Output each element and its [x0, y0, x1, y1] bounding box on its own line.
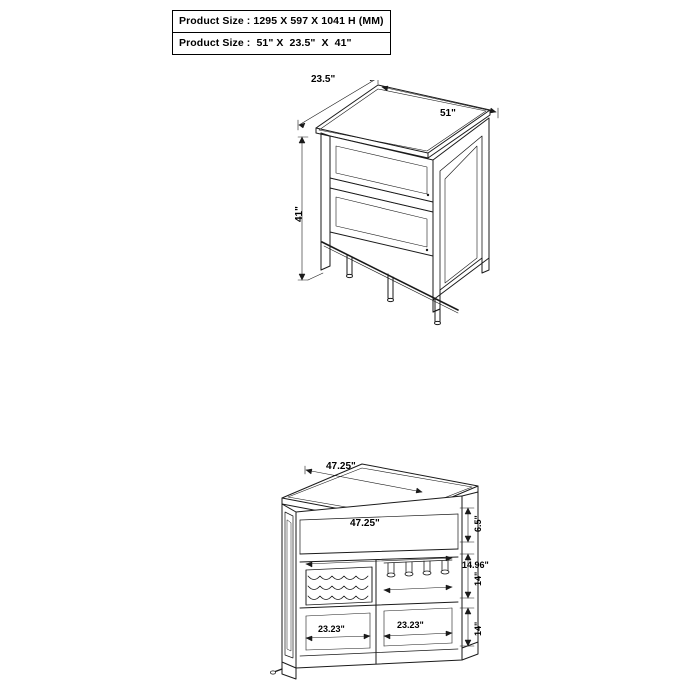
- table-row: [173, 11, 390, 33]
- dim-upper-height-6-5: 6.5": [473, 515, 483, 532]
- rear-perspective-view: [290, 74, 550, 360]
- dim-top-width-47-25: 47.25": [326, 461, 356, 472]
- dim-width-51: 51": [440, 108, 456, 119]
- dim-lower-left-23-23: 23.23": [318, 624, 345, 634]
- dim-depth-23-5: 23.5": [311, 74, 336, 85]
- dim-lower-height-14: 14": [473, 621, 483, 636]
- product-size-mm: Product Size : 1295 X 597 X 1041 H (MM): [179, 15, 384, 27]
- front-perspective-view: [262, 450, 522, 698]
- dim-lower-right-23-23: 23.23": [397, 620, 424, 630]
- dim-shelf-width-47-25: 47.25": [350, 518, 380, 529]
- dim-middle-height-14: 14": [473, 571, 483, 586]
- product-size-inches: Product Size : 51" X 23.5" X 41": [179, 37, 352, 49]
- table-row: [173, 33, 390, 54]
- dim-height-41: 41": [294, 206, 305, 222]
- dim-middle-shelf-14-96: 14.96": [462, 560, 489, 570]
- product-size-table: [172, 10, 391, 55]
